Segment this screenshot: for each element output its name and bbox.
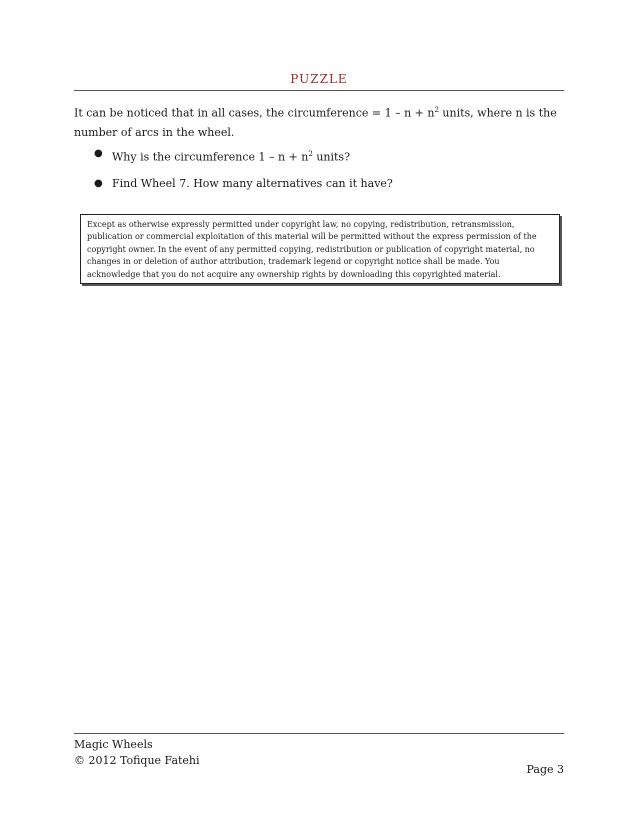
list-item (94, 176, 393, 192)
page-header-title: PUZZLE (290, 72, 348, 86)
footer-book-title: Magic Wheels (74, 738, 153, 751)
copyright-notice-text: Except as otherwise expressly permitted under copyright law, no copying, redistribution, retransmission, publication or commercial exploitation of this material will be permitted without the express permission of the copyright owner. In the event of any permitted copying, redistribution or publication of copyright material, no changes in or deletion of author attribution, trademark legend or copyright notice shall be made. You acknowledge that you do not acquire any ownership rights by downloading this copyrighted material. (87, 220, 537, 279)
header-divider (74, 90, 564, 91)
footer-divider (74, 733, 564, 734)
intro-paragraph (74, 101, 566, 142)
list-item (94, 146, 350, 166)
intro-text-end: units, where n is the number of arcs in the wheel. (74, 106, 557, 139)
intro-text-start: It can be noticed that in all cases, the circumference = 1 – n + n (74, 106, 435, 120)
bullet-icon: ● (94, 178, 103, 189)
list-item-text (112, 146, 350, 166)
page-number: Page 3 (526, 763, 564, 776)
copyright-notice-box (80, 214, 560, 284)
intro-exponent: 2 (434, 106, 439, 114)
list-item-text-end: units? (312, 150, 350, 164)
list-item-exponent: 2 (308, 150, 313, 158)
list-item-text-start: Why is the circumference 1 – n + n (112, 150, 309, 164)
footer-copyright: © 2012 Tofique Fatehi (74, 754, 200, 767)
bullet-icon: ● (94, 148, 103, 159)
footer-info (74, 737, 200, 769)
list-item-text: Find Wheel 7. How many alternatives can it have? (112, 177, 393, 190)
